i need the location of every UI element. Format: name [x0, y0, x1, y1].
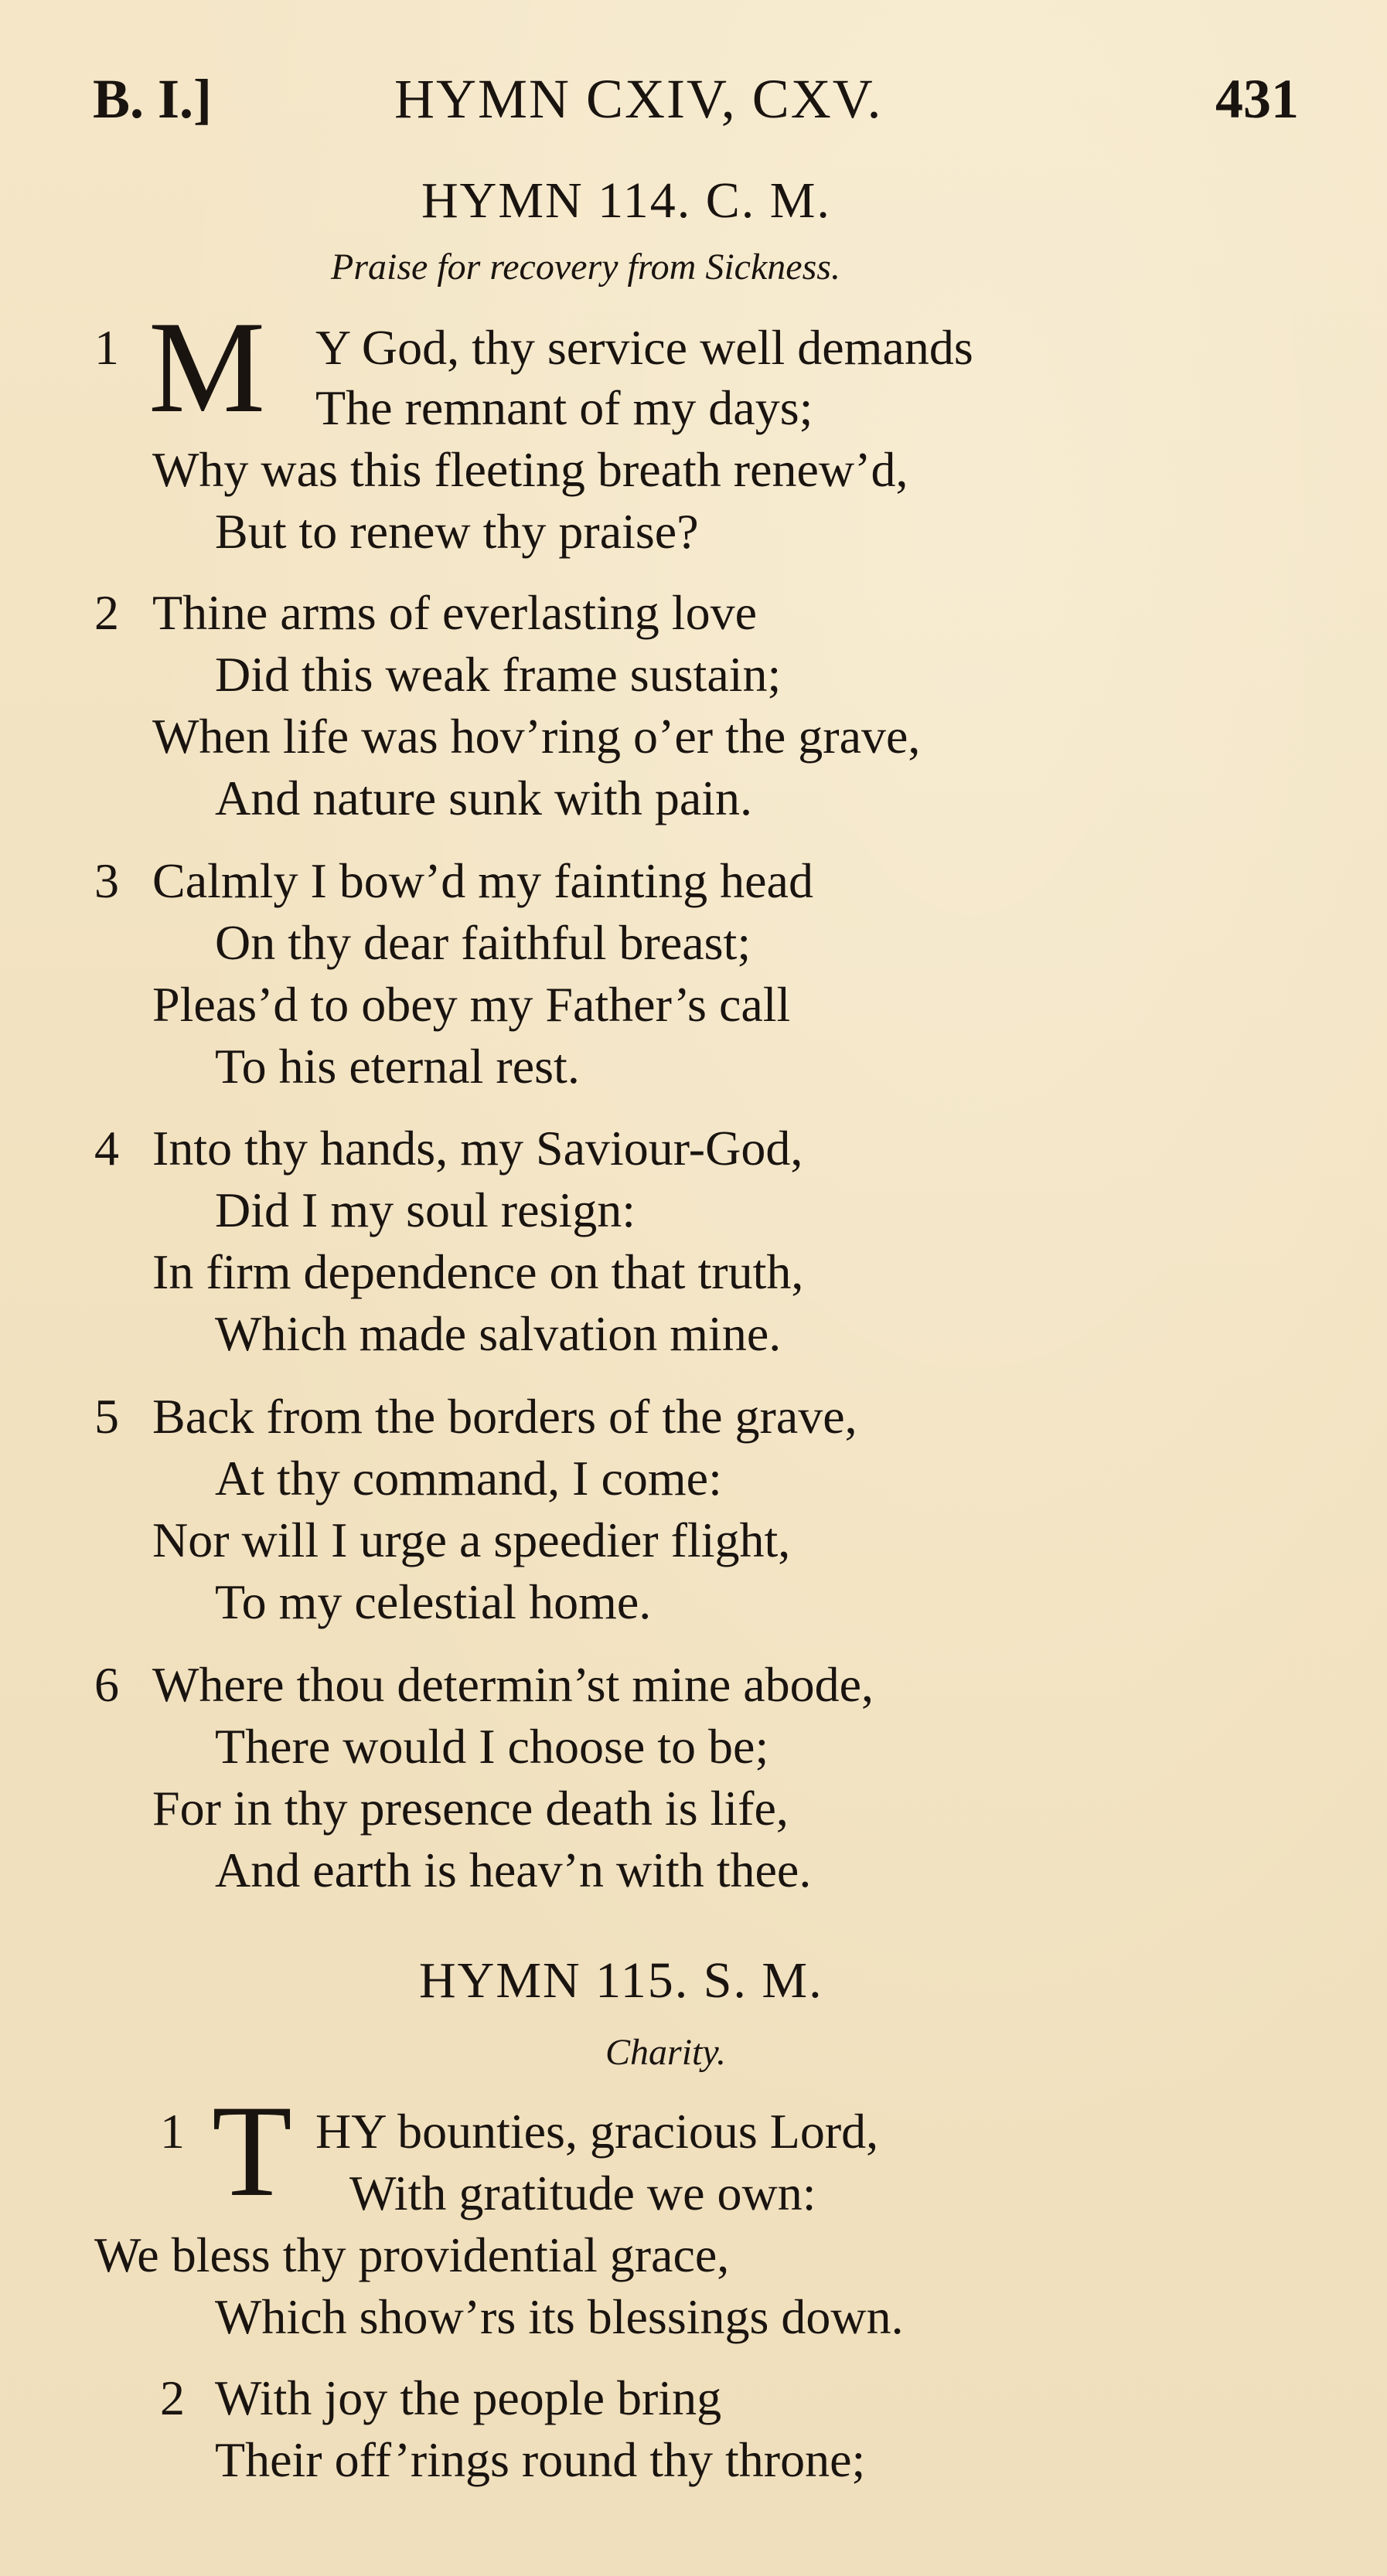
verse-line: There would I choose to be; — [215, 1719, 769, 1774]
drop-cap: T — [212, 2078, 292, 2224]
hymn-115-title: HYMN 115. S. M. — [419, 1952, 823, 2009]
stanza-number: 2 — [94, 585, 119, 640]
verse-line: In firm dependence on that truth, — [152, 1244, 804, 1299]
hymn-114-subtitle: Praise for recovery from Sickness. — [331, 247, 840, 288]
verse-line: Calmly I bow’d my fainting head — [152, 853, 813, 908]
stanza-number: 5 — [94, 1389, 119, 1444]
verse-line: Y God, thy service well demands — [315, 320, 973, 375]
stanza-number: 3 — [94, 853, 119, 908]
verse-line: At thy command, I come: — [215, 1451, 722, 1506]
verse-line: Did I my soul resign: — [215, 1183, 636, 1237]
verse-line: Where thou determin’st mine abode, — [152, 1657, 874, 1712]
stanza-number: 2 — [160, 2370, 185, 2425]
verse-line: When life was hov’ring o’er the grave, — [152, 709, 921, 764]
stanza-number: 4 — [94, 1121, 119, 1176]
verse-line: Into thy hands, my Saviour-God, — [152, 1121, 803, 1176]
hymn-115-subtitle: Charity. — [605, 2032, 727, 2073]
book-section-label: B. I.] — [93, 68, 213, 130]
verse-line: Thine arms of everlasting love — [152, 585, 757, 640]
verse-line: Which show’rs its blessings down. — [215, 2289, 904, 2344]
verse-line: On thy dear faithful breast; — [215, 915, 751, 970]
verse-line: Why was this fleeting breath renew’d, — [152, 442, 908, 497]
verse-line: Did this weak frame sustain; — [215, 647, 782, 702]
stanza-number: 1 — [160, 2104, 185, 2159]
running-head — [93, 68, 1299, 130]
verse-line: But to renew thy praise? — [215, 504, 699, 559]
hymn-114-title: HYMN 114. C. M. — [421, 172, 831, 229]
verse-line: To his eternal rest. — [215, 1039, 580, 1094]
verse-line: And earth is heav’n with thee. — [215, 1843, 812, 1897]
stanza-number: 6 — [94, 1657, 119, 1712]
verse-line: Their off’rings round thy throne; — [215, 2432, 866, 2487]
verse-line: To my celestial home. — [215, 1574, 652, 1629]
verse-line: Which made salvation mine. — [215, 1306, 782, 1361]
verse-line: The remnant of my days; — [315, 380, 813, 435]
running-title: HYMN CXIV, CXV. — [394, 68, 883, 130]
verse-line: Pleas’d to obey my Father’s call — [152, 977, 791, 1032]
verse-line: With gratitude we own: — [349, 2166, 816, 2220]
page-number: 431 — [1215, 68, 1299, 130]
stanza-number: 1 — [94, 320, 119, 375]
verse-line: And nature sunk with pain. — [215, 771, 752, 825]
verse-line: Nor will I urge a speedier flight, — [152, 1513, 791, 1567]
verse-line: For in thy presence death is life, — [152, 1781, 789, 1836]
drop-cap: M — [148, 294, 266, 440]
verse-line: Back from the borders of the grave, — [152, 1389, 857, 1444]
verse-line: We bless thy providential grace, — [94, 2227, 730, 2282]
verse-line: With joy the people bring — [215, 2370, 722, 2425]
verse-line: HY bounties, gracious Lord, — [315, 2104, 879, 2159]
